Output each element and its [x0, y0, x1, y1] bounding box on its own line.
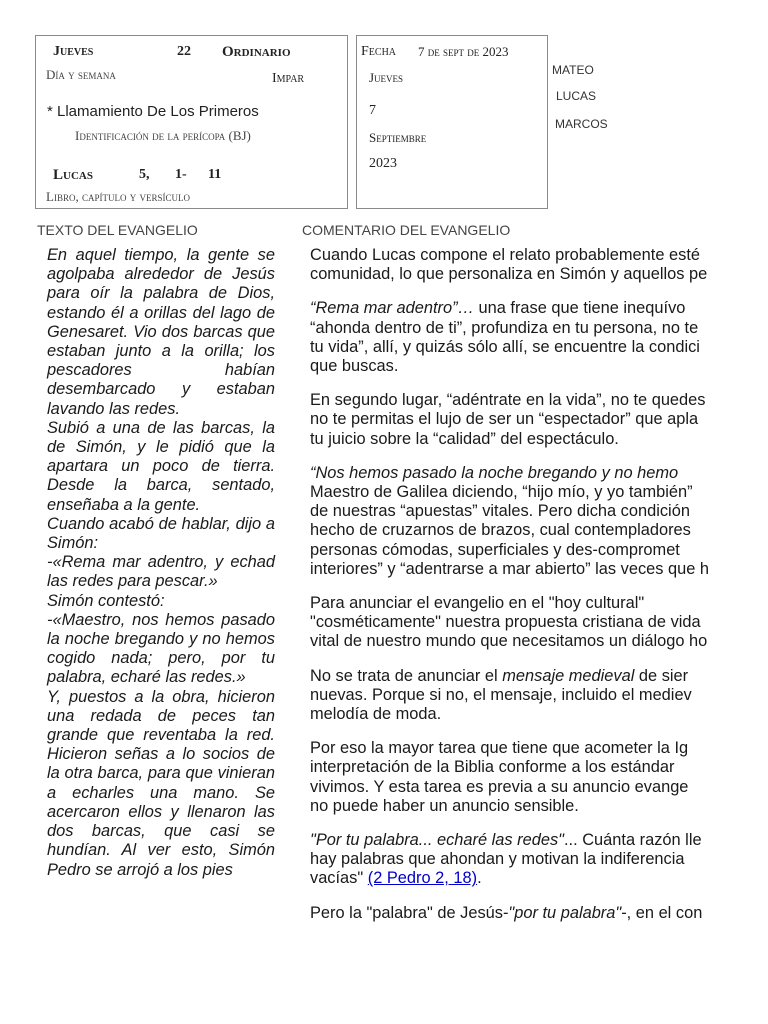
gospel-paragraph: -«Rema mar adentro, y echad las redes para pescar.»: [47, 553, 275, 591]
commentary-paragraph-6: No se trata de anunciar el mensaje medieval de sier nuevas. Porque si no, el mensaje, incluido el mediev melodía de moda.: [310, 666, 692, 724]
bible-reference-link[interactable]: (2 Pedro 2, 18): [367, 869, 478, 888]
book-label: Libro, capítulo y versículo: [46, 189, 190, 204]
gospel-paragraph: Y, puestos a la obra, hicieron una redada de peces tan grande que reventaba la red. Hicieron señas a lo socios de la otra barca, para que vinieran a echarles una mano. Se acercaron ellos y llenaron las dos barcas, que casi se hundían. Al ver esto, Simón Pedro se arrojó a los pies: [47, 687, 275, 879]
day-week-label: Día y semana: [46, 67, 116, 82]
year-parity: Impar: [272, 71, 305, 86]
gospel-paragraph: Subió a una de las barcas, la de Simón, y le pidió que la apartara un poco de tierra. Desde la barca, sentado, enseñaba a la gente.: [47, 418, 275, 514]
liturgical-season: Ordinario: [222, 44, 291, 60]
chapter-number: 5,: [139, 167, 150, 182]
gospel-mateo: MATEO: [552, 63, 594, 77]
fecha-value: 7 de sept de 2023: [418, 44, 509, 59]
gospel-paragraph: Cuando acabó de hablar, dijo a Simón:: [47, 514, 275, 553]
verse-to: 11: [208, 167, 222, 182]
gospel-paragraph: -«Maestro, nos hemos pasado la noche bregando y no hemos cogido nada; pero, por tu palabra, echaré las redes.»: [47, 610, 275, 687]
year-number: 2023: [369, 156, 397, 171]
day-number: 7: [369, 103, 376, 118]
gospel-marcos: MARCOS: [555, 117, 608, 131]
date-card: [356, 35, 548, 209]
commentary-paragraph-3: En segundo lugar, “adéntrate en la vida”, no te quedes no te permitas el lujo de ser un “espectador” que apla tu juicio sobre la “calidad” del espectáculo.: [310, 391, 706, 448]
fecha-label: Fecha: [361, 44, 397, 59]
commentary-header: COMENTARIO DEL EVANGELIO: [302, 222, 511, 238]
commentary-paragraph-2: “Rema mar adentro”… una frase que tiene inequívo “ahonda dentro de ti”, profundiza en tu persona, no te tu vida”, allí, y quizás sólo allí, se encuentre la condici que buscas.: [310, 299, 700, 376]
book-name: Lucas: [53, 167, 93, 183]
gospel-paragraph: Simón contestó:: [47, 591, 165, 610]
week-number: 22: [177, 44, 191, 59]
commentary-text: [310, 246, 768, 938]
weekday: Jueves: [369, 70, 404, 85]
month-name: Septiembre: [369, 130, 427, 145]
commentary-paragraph-5: Para anunciar el evangelio en el "hoy cultural" "cosméticamente" nuestra propuesta cristiana de vida vital de nuestro mundo que necesitamos un diálogo ho: [310, 594, 708, 651]
commentary-paragraph-9: Pero la "palabra" de Jesús-"por tu palabra"-, en el con: [310, 903, 703, 922]
commentary-paragraph-8: "Por tu palabra... echaré las redes"... Cuánta razón lle hay palabras que ahondan y motivan la indiferencia vacías" (2 Pedro 2, 18).: [310, 831, 702, 888]
gospel-text: [47, 246, 275, 880]
commentary-paragraph-1: Cuando Lucas compone el relato probablemente esté comunidad, lo que personaliza en Simón y aquellos pe: [310, 246, 708, 284]
pericope-label: Identificación de la perícopa (BJ): [75, 128, 251, 143]
gospel-lucas: LUCAS: [556, 89, 597, 103]
verse-from: 1-: [175, 167, 187, 182]
pericope-title: * Llamamiento De Los Primeros: [47, 103, 259, 120]
day-name: Jueves: [53, 44, 94, 59]
commentary-paragraph-4: “Nos hemos pasado la noche bregando y no hemo Maestro de Galilea diciendo, “hijo mío, y yo también” de nuestras “apuestas” vitales. Pero dicha condición hecho de cruzarnos de brazos, cual contempladores personas cómodas, superficiales y des-compromet interiores” y “adentrarse a mar abierto” las veces que h: [310, 463, 710, 578]
commentary-paragraph-7: Por eso la mayor tarea que tiene que acometer la Ig interpretación de la Biblia conforme a los estándar vivimos. Y esta tarea es previa a su anuncio evange no puede haber un anuncio sensible.: [310, 739, 689, 815]
gospel-text-header: TEXTO DEL EVANGELIO: [37, 222, 198, 238]
gospel-paragraph: En aquel tiempo, la gente se agolpaba alrededor de Jesús para oír la palabra de Dios, estando él a orillas del lago de Genesaret. Vio dos barcas que estaban junto a la orilla; los pescadores habían desembarcado y estaban lavando las redes.: [47, 246, 275, 418]
